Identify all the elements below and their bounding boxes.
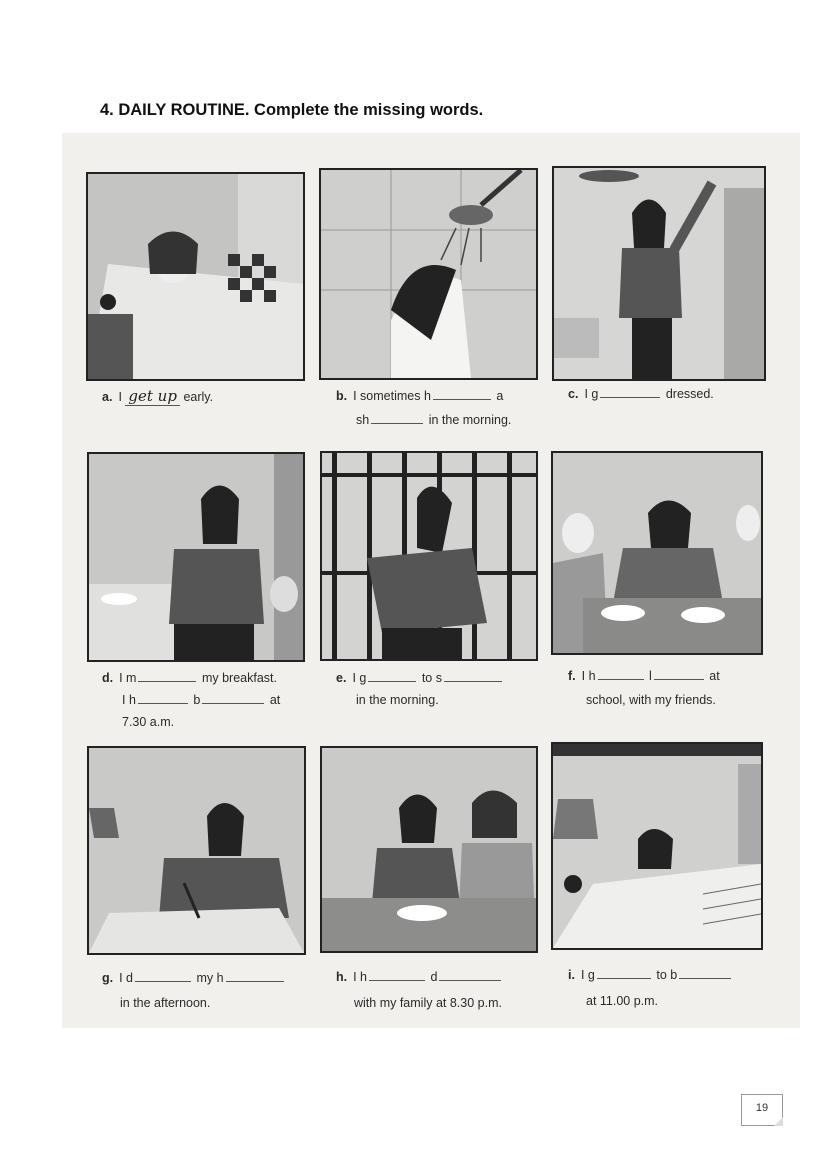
caption-letter: h.	[336, 970, 348, 984]
answer-blank[interactable]	[598, 669, 644, 680]
illustration-make-breakfast	[87, 452, 305, 662]
illustration-go-to-bed	[551, 742, 763, 950]
caption-f: f. I h l at school, with my friends.	[568, 669, 720, 707]
caption-b: b. I sometimes h a sh in the morning.	[336, 389, 512, 427]
answer-blank[interactable]	[597, 968, 651, 979]
page-number: 19	[741, 1094, 783, 1126]
caption-e: e. I g to s in the morning.	[336, 667, 504, 711]
answer-blank[interactable]	[369, 970, 425, 981]
answer-blank[interactable]	[202, 693, 264, 704]
caption-letter: a.	[102, 390, 113, 404]
caption-h: h. I h d with my family at 8.30 p.m.	[336, 970, 502, 1010]
illustration-shower	[319, 168, 538, 380]
caption-i: i. I g to b at 11.00 p.m.	[568, 962, 733, 1014]
answer-blank[interactable]	[138, 693, 188, 704]
caption-letter: f.	[568, 669, 576, 683]
handwritten-answer: get up	[125, 387, 180, 406]
answer-blank[interactable]	[226, 971, 284, 982]
answer-blank[interactable]	[654, 669, 704, 680]
answer-blank[interactable]	[439, 970, 501, 981]
answer-blank[interactable]	[135, 971, 191, 982]
caption-letter: e.	[336, 671, 347, 685]
answer-blank[interactable]	[679, 968, 731, 979]
caption-d: d. I m my breakfast. I h b at 7.30 a.m.	[102, 671, 281, 729]
caption-a: a. I get up early.	[102, 387, 214, 405]
answer-blank[interactable]	[600, 387, 660, 398]
caption-letter: g.	[102, 971, 114, 985]
caption-letter: c.	[568, 387, 579, 401]
caption-g: g. I d my h in the afternoon.	[102, 966, 286, 1016]
caption-c: c. I g dressed.	[568, 387, 714, 401]
caption-letter: b.	[336, 389, 348, 403]
caption-letter: d.	[102, 671, 114, 685]
illustration-go-to-school	[320, 451, 538, 661]
illustration-have-dinner	[320, 746, 538, 953]
illustration-have-lunch	[551, 451, 763, 655]
answer-blank[interactable]	[371, 413, 423, 424]
answer-blank[interactable]	[444, 671, 502, 682]
answer-blank[interactable]	[433, 389, 491, 400]
exercise-heading: 4. DAILY ROUTINE. Complete the missing words.	[100, 101, 484, 119]
answer-blank[interactable]	[368, 671, 416, 682]
illustration-get-up	[86, 172, 305, 381]
answer-blank[interactable]	[138, 671, 196, 682]
illustration-get-dressed	[552, 166, 766, 381]
caption-letter: i.	[568, 968, 575, 982]
illustration-do-homework	[87, 746, 306, 955]
